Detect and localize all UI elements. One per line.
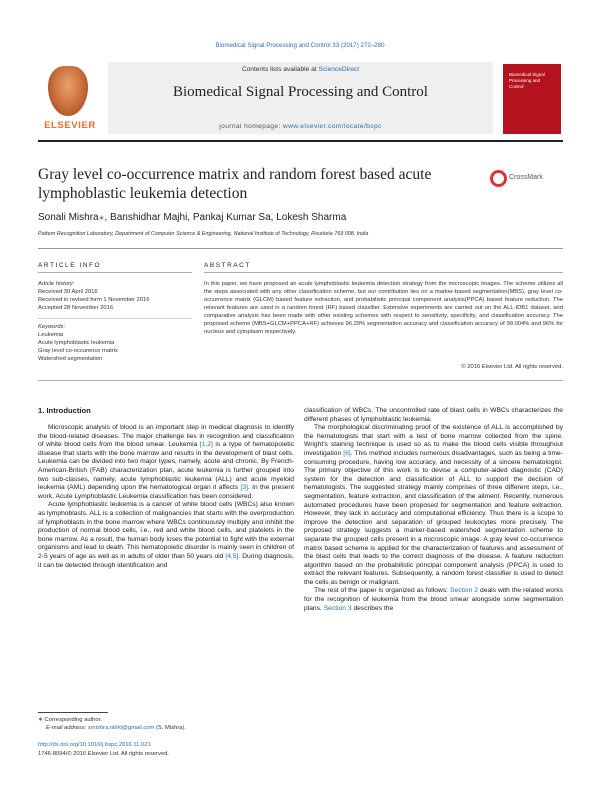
paragraph-text: . In the present work, Acute Lymphoblastic Leukemia classification has been considered. [38, 484, 294, 500]
paragraph: classification of WBCs. The uncontrolled rate of blast cells in WBCs characterizes the different phases of lymphoblastic leukemia. [304, 407, 563, 423]
keyword-item: Leukemia [38, 332, 64, 338]
paragraph-text: describes the [351, 604, 394, 612]
keywords-label: Keywords: [38, 324, 66, 330]
email-label: E-mail address: [46, 725, 88, 731]
elsevier-logo[interactable] [38, 62, 100, 134]
paragraph-text: . This method includes numerous disadvantages, such as being a time-consuming procedure, having low accuracy, and necessity of a sincere hematologist. The primary objective of this work is to devise a computer-aided diagnostic (CAD) system for the detection and classification of ALL to support the decision of hematologists. The suggested strategy mainly comprises of three different steps, i.e., segmentation, feature extraction, and classification of the ailment. Recently, numerous automated procedures have been proposed for segmentation and feature extraction. However, they lack in accuracy and computational efficiency. Thus there is a scope to improve the detection and separation of grouped leukocytes more precisely. The proposed strategy suggests a marker-based watershed segmentation scheme to separate the grouped cells present in a microscopic image. A gray level co-occurrence matrix based scheme is applied for the characterization of features and assessment of the blast cells that leads to the correct diagnosis of the disease. A feature reduction algorithm based on the probabilistic principal component analysis (PPCA) is used to extract the relevant features. Subsequently, a random forest classifier is used to detect the cells as benign or malignant. [304, 449, 563, 586]
affiliation: Pattern Recognition Laboratory, Department of Computer Science & Engineering, National Institute of Technology, Rourkela 769 008, India [38, 231, 369, 237]
first-author[interactable]: Sonali Mishra [38, 212, 99, 223]
paragraph-text: is a type of hematopoietic disease that starts with the bone marrow and results in the development of blast cells. Leukemia can be divided into two major types, namely, acute and chronic. By French-American-British (FAB) characterization plan, acute leukemia is further grouped into two sub-classes, namely, acute lymphoblastic leukemia (ALL) and acute myeloid leukemia (AML) depending upon the hematological organ it affects [38, 441, 294, 492]
elsevier-tree-icon [48, 66, 88, 116]
keywords [38, 323, 192, 363]
email-line [38, 724, 294, 732]
homepage-link[interactable]: www.elsevier.com/locate/bspc [282, 123, 382, 130]
abstract-rule [204, 272, 563, 273]
email-link[interactable]: smishra.nitrkl@gmail.com [87, 725, 155, 731]
running-head: Biomedical Signal Processing and Control 33 (2017) 272–280 [215, 42, 385, 49]
body-column-left [38, 424, 294, 570]
keyword-item: Watershed segmentation [38, 356, 103, 362]
body-column-right [304, 407, 563, 613]
copyright-notice: © 2016 Elsevier Ltd. All rights reserved. [461, 364, 563, 370]
journal-title: Biomedical Signal Processing and Control [173, 84, 428, 100]
history-label: Article history: [38, 281, 75, 287]
corresponding-author-note: ∗ Corresponding author. [38, 717, 102, 723]
masthead-rule [38, 140, 563, 142]
keyword-item: Gray level co-occurence matrix [38, 348, 118, 354]
article-info-rule [38, 272, 192, 273]
homepage-line [108, 123, 493, 130]
issn-line: 1746-8094/© 2016 Elsevier Ltd. All rights reserved. [38, 751, 169, 757]
citation-link[interactable]: [6] [343, 449, 351, 457]
sciencedirect-link[interactable]: ScienceDirect [318, 66, 360, 73]
paragraph [38, 501, 294, 570]
journal-cover-image[interactable] [503, 64, 561, 134]
citation-link[interactable]: [1,2] [199, 441, 213, 449]
contents-prefix: Contents lists available at [241, 66, 319, 73]
footnote [38, 716, 294, 732]
doi-link[interactable]: http://dx.doi.org/10.1016/j.bspc.2016.11.021 [38, 742, 151, 748]
received-date: Received 30 April 2016 [38, 289, 98, 295]
author-list [38, 212, 563, 223]
keywords-rule [38, 318, 192, 319]
paragraph-text: The rest of the paper is organized as follows: [314, 587, 451, 595]
paragraph-text: Acute lymphoblastic leukemia is a cancer of white blood cells (WBCs) also known as lymphoblasts. ALL is a collection of malignancies that starts with the overproduction of lymphoblasts in the bone marrow where WBCs continuously multiply and inhibit the production of normal blood cells, i.e., red and white blood cells, and platelets in the bone marrow. As a result, the human body loses the potential to fight with the external organisms and lead to death. This hematopoietic disorder is mainly seen in children of 2-5 years of age as well as in adults of older than 50 years old [38, 501, 294, 560]
citation-link[interactable]: [3] [240, 484, 248, 492]
citation-link[interactable]: [4,5] [225, 552, 239, 560]
paragraph-text: Microscopic analysis of blood is an important step in medical diagnosis to identify the blood-related diseases. The major challenge lies in recognition and classification of white blood cells from the blood smear. Leukemia [38, 424, 294, 449]
contents-line [108, 66, 493, 73]
abstract-heading: ABSTRACT [204, 262, 251, 269]
paragraph [304, 424, 563, 587]
article-title: Gray level co-occurrence matrix and random forest based acute lymphoblastic leukemia detection [38, 166, 432, 202]
paragraph-text: The morphological discriminating proof of the existence of ALL is accomplished by the hematologists that start with a test of bone marrow collected from the spine. Wright's staining technique is used so as to make the blood cells visible throughout investigation [304, 424, 563, 457]
abstract-bottom-rule [38, 380, 563, 381]
journal-masthead [38, 62, 563, 137]
section-link[interactable]: Section 2 [450, 587, 479, 595]
section-heading-introduction: 1. Introduction [38, 406, 91, 415]
paragraph [304, 587, 563, 613]
masthead-box [108, 62, 493, 134]
section-link[interactable]: Section 3 [323, 604, 352, 612]
crossmark-icon [490, 170, 507, 187]
homepage-prefix: journal homepage: [219, 123, 283, 130]
corresponding-author-mark[interactable]: ∗ [98, 215, 105, 222]
article-history [38, 280, 192, 312]
paragraph-text: . During diagnosis, it can be detected through identification and [38, 552, 295, 569]
publisher-name: ELSEVIER [44, 120, 96, 131]
crossmark-badge[interactable] [490, 170, 545, 188]
article-info-heading: ARTICLE INFO [38, 262, 102, 269]
abstract-text: In this paper, we have proposed an acute lymphoblastic leukemia detection strategy from the microscopic images. The scheme utilizes all the steps associated with any other classification scheme, but our contribution lies on a marker-based segmentation(MBS), gray level co-occurrence matrix (GLCM) based feature extraction, and probabilistic principal component analysis(PPCA) based feature reduction. The relevant features are used in a random forest (RF) based classifier. Extensive experiments are carried out on the ALL-IDB1 dataset, and comparative analysis has been made with other existing schemes with respect to sensitivity, specificity, and classification accuracy. The proposed scheme (MBS+GLCM+PPCA+RF) achieves 96.29% segmentation accuracy and classification accuracy of 99.004% and 96% for nucleus and cytoplasm respectively. [204, 281, 563, 335]
keyword-item: Acute lymphoblastic leukemia [38, 340, 115, 346]
paragraph [38, 424, 294, 501]
crossmark-label: CrossMark [509, 174, 543, 181]
paragraph-text: deals with the related works for the recognition of leukemia from the blood smear alongside some segmentation plans. [304, 587, 564, 612]
revised-date: Received in revised form 1 November 2016 [38, 297, 150, 303]
email-suffix: (S. Mishra). [154, 725, 186, 731]
cover-title: Biomedical Signal Processing and Control [509, 72, 545, 89]
footnote-rule [38, 712, 108, 713]
other-authors: , Banshidhar Majhi, Pankaj Kumar Sa, Lokesh Sharma [104, 212, 347, 223]
affiliation-rule [38, 248, 563, 249]
accepted-date: Accepted 28 November 2016 [38, 305, 114, 311]
